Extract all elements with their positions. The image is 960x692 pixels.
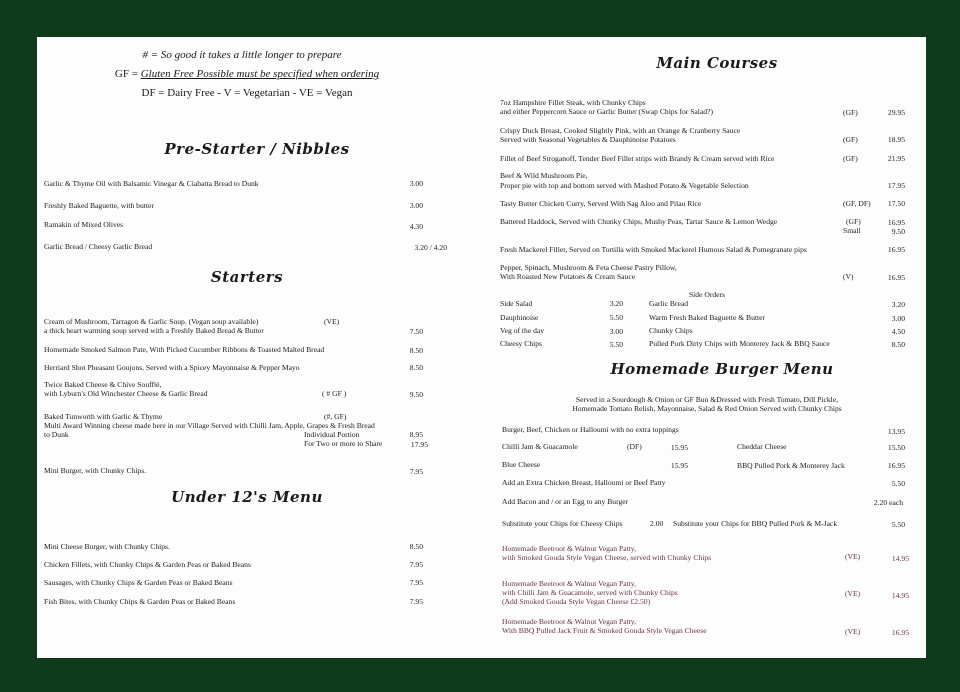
legend-line-1: # = So good it takes a little longer to prepare bbox=[142, 49, 342, 61]
item-price: 3.20 / 4.20 bbox=[414, 243, 447, 252]
diet-tag: (VE) bbox=[845, 589, 861, 598]
legend-line-3: DF = Dairy Free - V = Vegetarian - VE = Vegan bbox=[141, 87, 353, 99]
item-description: with Smoked Gouda Style Vegan Cheese, served with Chunky Chips bbox=[502, 553, 712, 562]
item-price: 17.50 bbox=[887, 199, 905, 208]
portion-label: Small bbox=[843, 226, 861, 235]
item-price: 3.00 bbox=[609, 327, 623, 336]
item-price: 8.50 bbox=[409, 542, 423, 551]
list-item: Chicken Fillets, with Chunky Chips & Garden Peas or Baked Beans bbox=[44, 560, 251, 569]
item-price: 2.00 bbox=[650, 519, 664, 528]
item-price: 7.95 bbox=[409, 578, 423, 587]
diet-tag: (GF) bbox=[843, 154, 858, 163]
item-price: 14.95 bbox=[891, 591, 909, 600]
item-description: Served with Seasonal Vegetables & Dauphinoise Potatoes bbox=[500, 135, 676, 144]
item-description: Multi Award Winning cheese made here in our Village Served with Chilli Jam, Apple, Grapes & Fresh Bread bbox=[44, 421, 375, 430]
item-price: 3.20 bbox=[609, 299, 623, 308]
item-price: 7.95 bbox=[409, 597, 423, 606]
diet-tag: (GF) bbox=[843, 135, 858, 144]
item-price: 16.95 bbox=[887, 245, 905, 254]
list-item: Ramakin of Mixed Olives bbox=[44, 220, 124, 229]
list-item: Cheddar Cheese bbox=[737, 442, 787, 451]
burger-heading: Homemade Burger Menu bbox=[610, 360, 834, 378]
list-item: 7oz Hampshire Fillet Steak, with Chunky Chips bbox=[500, 98, 646, 107]
item-price: 29.95 bbox=[887, 108, 905, 117]
list-item: Dauphinoise bbox=[500, 313, 539, 322]
list-item: BBQ Pulled Pork & Monterey Jack bbox=[737, 461, 845, 470]
item-description: with Chilli Jam & Guacamole, served with Chunky Chips bbox=[502, 588, 678, 597]
list-item: Sausages, with Chunky Chips & Garden Peas or Baked Beans bbox=[44, 578, 233, 587]
starters-heading: Starters bbox=[210, 268, 284, 286]
item-price: 5.50 bbox=[891, 520, 905, 529]
item-price: 2.20 each bbox=[873, 498, 903, 507]
list-item: Garlic & Thyme Oil with Balsamic Vinegar & Ciabatta Bread to Dunk bbox=[44, 179, 259, 188]
item-price: 16.95 bbox=[887, 273, 905, 282]
list-item: Chunky Chips bbox=[649, 326, 693, 335]
item-price: 14.95 bbox=[891, 554, 909, 563]
item-price: 4.50 bbox=[891, 327, 905, 336]
item-price: 21.95 bbox=[887, 154, 905, 163]
list-item: Side Salad bbox=[500, 299, 533, 308]
item-price: 8.95 bbox=[409, 430, 423, 439]
prestarter-heading: Pre-Starter / Nibbles bbox=[164, 140, 350, 158]
under12-heading: Under 12's Menu bbox=[171, 488, 323, 506]
item-price: 16.95 bbox=[887, 218, 905, 227]
item-price: 3.00 bbox=[891, 314, 905, 323]
list-item: Battered Haddock, Served with Chunky Chips, Mushy Peas, Tartar Sauce & Lemon Wedge bbox=[500, 217, 778, 226]
portion-label: For Two or more to Share bbox=[304, 439, 383, 448]
diet-tag: (#, GF) bbox=[324, 412, 347, 421]
list-item: Blue Cheese bbox=[502, 460, 541, 469]
item-price: 8.50 bbox=[891, 340, 905, 349]
item-price: 7.95 bbox=[409, 560, 423, 569]
list-item: Crispy Duck Breast, Cooked Slightly Pink, with an Orange & Cranberry Sauce bbox=[500, 126, 741, 135]
diet-tag: (GF) bbox=[843, 108, 858, 117]
list-item: Fish Bites, with Chunky Chips & Garden Peas or Baked Beans bbox=[44, 597, 236, 606]
portion-label: Individual Portion bbox=[304, 430, 360, 439]
list-item: Add an Extra Chicken Breast, Halloumi or Beef Patty bbox=[502, 478, 666, 487]
diet-tag: (VE) bbox=[324, 317, 340, 326]
list-item: Chilli Jam & Guacamole bbox=[502, 442, 578, 451]
list-item: Cream of Mushroom, Tarragon & Garlic Soup. (Vegan soup available) bbox=[44, 317, 259, 326]
list-item: Garlic Bread / Cheesy Garlic Bread bbox=[44, 242, 153, 251]
side-orders-heading: Side Orders bbox=[688, 290, 726, 299]
list-item: Pulled Pork Dirty Chips with Monterey Jack & BBQ Sauce bbox=[649, 339, 830, 348]
legend-gf-text: Gluten Free Possible must be specified when ordering bbox=[140, 68, 380, 80]
item-price: 8.50 bbox=[409, 363, 423, 372]
item-price: 4.30 bbox=[409, 222, 423, 231]
list-item: Fillet of Beef Stroganoff, Tender Beef Fillet strips with Brandy & Cream served with Rice bbox=[500, 154, 775, 163]
list-item: Homemade Beetroot & Walnut Vegan Patty, bbox=[502, 544, 637, 553]
item-description: with Lyburn's Old Winchester Cheese & Garlic Bread bbox=[44, 389, 208, 398]
list-item: Tasty Butter Chicken Curry, Served With Sag Aloo and Pilau Rice bbox=[500, 199, 702, 208]
item-price: 15.50 bbox=[887, 443, 905, 452]
item-price: 5.50 bbox=[609, 313, 623, 322]
item-price: 17.95 bbox=[410, 440, 428, 449]
item-price: 17.95 bbox=[887, 181, 905, 190]
item-price: 8.50 bbox=[409, 346, 423, 355]
list-item: Freshly Baked Baguette, with butter bbox=[44, 201, 154, 210]
list-item: Burger, Beef, Chicken or Halloumi with no extra toppings bbox=[502, 425, 679, 434]
item-description: to Dunk bbox=[44, 430, 69, 439]
mains-heading: Main Courses bbox=[656, 54, 778, 72]
item-price: 9.50 bbox=[409, 390, 423, 399]
diet-tag: (GF) bbox=[846, 217, 861, 226]
item-price: 3.20 bbox=[891, 300, 905, 309]
item-price: 7.50 bbox=[409, 327, 423, 336]
item-price: 16.95 bbox=[891, 628, 909, 637]
list-item: Homemade Smoked Salmon Pate, With Picked Cucumber Ribbons & Toasted Malted Bread bbox=[44, 345, 325, 354]
list-item: Mini Cheese Burger, with Chunky Chips. bbox=[44, 542, 170, 551]
list-item: Fresh Mackerel Fillet, Served on Tortilla with Smoked Mackerel Humous Salad & Pomegranate pips bbox=[500, 245, 807, 254]
item-price: 18.95 bbox=[887, 135, 905, 144]
item-description: and either Peppercorn Sauce or Garlic Butter (Swap Chips for Salad?) bbox=[500, 107, 713, 116]
legend-gf-prefix: GF = bbox=[114, 68, 141, 80]
list-item: Substitute your Chips for BBQ Pulled Pork & M-Jack bbox=[673, 519, 838, 528]
item-price: 9.50 bbox=[891, 227, 905, 236]
list-item: Twice Baked Cheese & Chive Soufflé, bbox=[44, 380, 162, 389]
list-item: Substitute your Chips for Cheesy Chips bbox=[502, 519, 623, 528]
item-price: 16.95 bbox=[887, 461, 905, 470]
item-description: a thick heart warming soup served with a Freshly Baked Bread & Butter bbox=[44, 326, 264, 335]
diet-tag: (DF) bbox=[627, 442, 642, 451]
diet-tag: (VE) bbox=[845, 627, 861, 636]
item-price: 7.95 bbox=[409, 467, 423, 476]
diet-tag: (VE) bbox=[845, 552, 861, 561]
item-price: 13.95 bbox=[887, 427, 905, 436]
list-item: Cheesy Chips bbox=[500, 339, 542, 348]
legend-line-2 bbox=[77, 68, 417, 81]
item-description: Proper pie with top and bottom served with Mashed Potato & Vegetable Selection bbox=[500, 181, 749, 190]
item-price: 15.95 bbox=[670, 443, 688, 452]
item-price: 3.00 bbox=[409, 179, 423, 188]
item-price: 3.00 bbox=[409, 201, 423, 210]
item-price: 5.50 bbox=[891, 479, 905, 488]
menu-page bbox=[37, 37, 926, 658]
list-item: Pepper, Spinach, Mushroom & Feta Cheese Pastry Pillow, bbox=[500, 263, 677, 272]
list-item: Add Bacon and / or an Egg to any Burger bbox=[502, 497, 629, 506]
item-description: (Add Smoked Gouda Style Vegan Cheese £2.50) bbox=[502, 597, 651, 606]
list-item: Garlic Bread bbox=[649, 299, 689, 308]
list-item: Mini Burger, with Chunky Chips. bbox=[44, 466, 147, 475]
item-price: 5.50 bbox=[609, 340, 623, 349]
list-item: Homemade Beetroot & Walnut Vegan Patty, bbox=[502, 579, 637, 588]
item-description: With BBQ Pulled Jack Fruit & Smoked Gouda Style Vegan Cheese bbox=[502, 626, 707, 635]
list-item: Homemade Beetroot & Walnut Vegan Patty, bbox=[502, 617, 637, 626]
list-item: Beef & Wild Mushroom Pie, bbox=[500, 171, 588, 180]
list-item: Warm Fresh Baked Baguette & Butter bbox=[649, 313, 766, 322]
diet-tag: ( # GF ) bbox=[322, 389, 347, 398]
list-item: Baked Tunworth with Garlic & Thyme bbox=[44, 412, 163, 421]
burger-intro: Homemade Tomato Relish, Mayonnaise, Salad & Red Onion Served with Chunky Chips bbox=[572, 404, 842, 413]
burger-intro: Served in a Sourdough & Onion or GF Bun &Dressed with Fresh Tomato, Dill Pickle, bbox=[575, 395, 839, 404]
diet-tag: (GF, DF) bbox=[843, 199, 871, 208]
item-description: With Roasted New Potatoes & Cream Sauce bbox=[500, 272, 636, 281]
diet-tag: (V) bbox=[843, 272, 854, 281]
list-item: Herriard Shot Pheasant Goujons, Served with a Spicey Mayonnaise & Pepper Mayo bbox=[44, 363, 300, 372]
list-item: Veg of the day bbox=[500, 326, 545, 335]
item-price: 15.95 bbox=[670, 461, 688, 470]
